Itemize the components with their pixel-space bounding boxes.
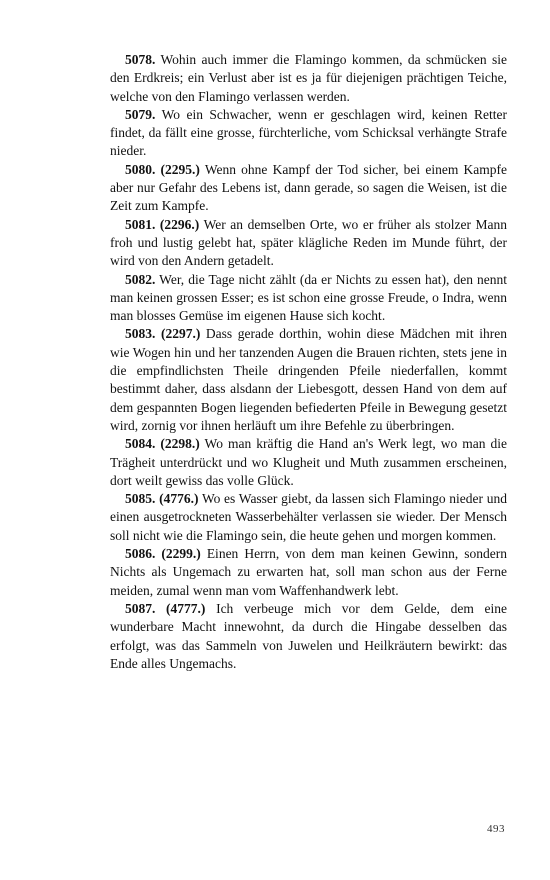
entry-5082 bbox=[110, 271, 507, 326]
entry-5086 bbox=[110, 545, 507, 600]
entry-number: 5080. (2295.) bbox=[125, 161, 200, 177]
entry-5087 bbox=[110, 600, 507, 673]
entry-5083 bbox=[110, 325, 507, 435]
entry-number: 5082. bbox=[125, 271, 156, 287]
entry-text: Wo man kräftig die Hand an's Werk legt, wo man die Trägheit unterdrückt und wo Klugheit und Muth zusammen erscheinen, dort weilt gewiss das volle Glück. bbox=[110, 436, 507, 488]
entry-number: 5086. (2299.) bbox=[125, 546, 201, 562]
entry-5080 bbox=[110, 161, 507, 216]
entry-5085 bbox=[110, 490, 507, 545]
entry-number: 5078. bbox=[125, 52, 156, 67]
entry-text: Wo es Wasser giebt, da lassen sich Flamingo nieder und einen ausgetrockneten Wasserbehälter verlassen sie wieder. Der Mensch soll nicht wie die Flamingo sein, die heute gehen und morgen kommen. bbox=[110, 491, 507, 543]
entry-number: 5079. bbox=[125, 106, 156, 122]
entry-5081 bbox=[110, 216, 507, 271]
entry-text: Wo ein Schwacher, wenn er geschlagen wird, keinen Retter findet, da fällt eine grosse, fürchterliche, vom Schicksal verhängte Strafe nieder. bbox=[110, 106, 507, 159]
page-number: 493 bbox=[487, 823, 505, 835]
entry-text: Ich verbeuge mich vor dem Gelde, dem eine wunderbare Macht innewohnt, da durch die Hingabe desselben das erfolgt, was das Sammeln von Juwelen und Heilkräutern bewirkt: das Ende alles Ungemachs. bbox=[110, 600, 507, 671]
entry-number: 5081. (2296.) bbox=[125, 216, 200, 232]
entry-text: Einen Herrn, von dem man keinen Gewinn, sondern Nichts als Ungemach zu erwarten hat, soll man schon aus der Ferne meiden, zumal wenn man vom Waffenhandwerk lebt. bbox=[110, 546, 507, 598]
entry-text: Wohin auch immer die Flamingo kommen, da schmücken sie den Erdkreis; ein Verlust aber ist es ja für diejenigen prächtigen Teiche, welche von den Flamingo verlassen werden. bbox=[110, 52, 507, 104]
page-body bbox=[110, 51, 507, 673]
entry-number: 5083. (2297.) bbox=[125, 326, 201, 342]
entry-5078 bbox=[110, 51, 507, 106]
entry-5079 bbox=[110, 106, 507, 161]
entry-number: 5087. (4777.) bbox=[125, 600, 206, 616]
entry-text: Wer, die Tage nicht zählt (da er Nichts zu essen hat), den nennt man keinen grossen Esser; es ist schon eine grosse Freude, o Indra, wenn man blosses Gemüse im eigenen Hause sich kocht. bbox=[110, 271, 507, 324]
entry-text: Wer an demselben Orte, wo er früher als stolzer Mann froh und lustig gelebt hat, später klägliche Reden im Munde führt, der wird von den Andern getadelt. bbox=[110, 216, 507, 269]
entry-number: 5085. (4776.) bbox=[125, 491, 199, 507]
entry-number: 5084. (2298.) bbox=[125, 436, 200, 452]
entry-text: Dass gerade dorthin, wohin diese Mädchen mit ihren wie Wogen hin und her tanzenden Augen die Brauen richten, stets jene in die empfindlichsten Theile dringenden Pfeile niederfallen, kommt bestimmt daher, dass alsdann der Liebesgott, dessen Hand von dem auf dem gespannten Bogen liegenden befiederten Pfeile in Bewegung gesetzt wird, zornig vor ihnen herläuft um ihre Befehle zu überbringen. bbox=[110, 326, 507, 433]
entry-5084 bbox=[110, 435, 507, 490]
entry-text: Wenn ohne Kampf der Tod sicher, bei einem Kampfe aber nur Gefahr des Lebens ist, dann gerade, so sagen die Weisen, ist die Zeit zum Kampfe. bbox=[110, 161, 507, 214]
